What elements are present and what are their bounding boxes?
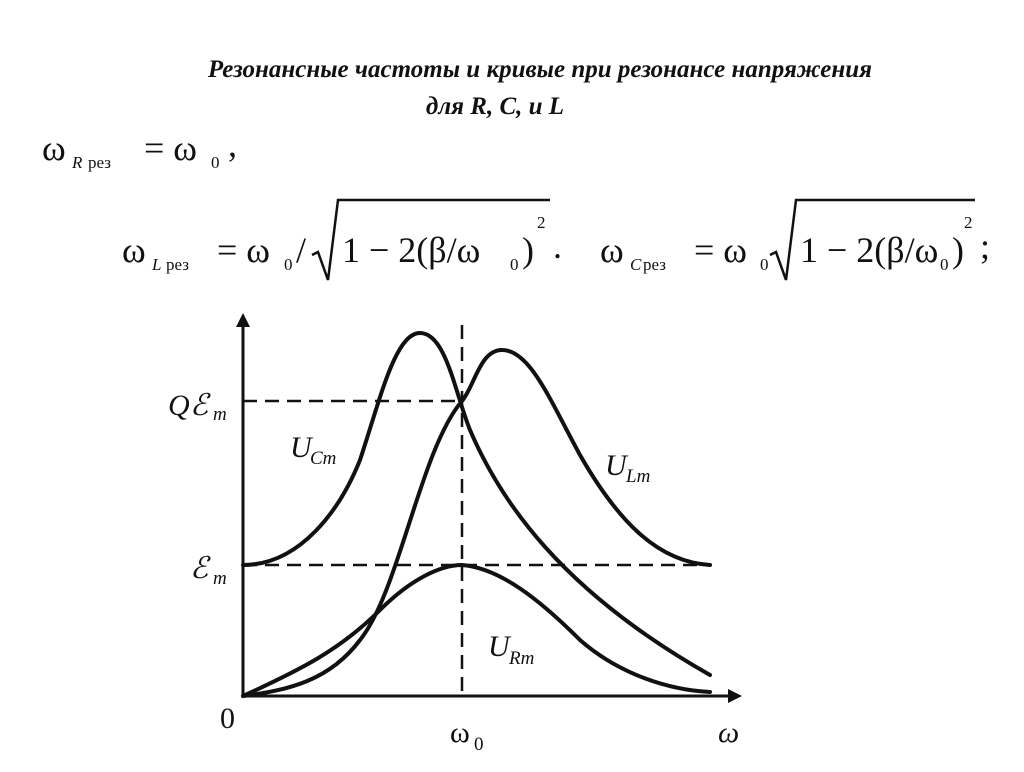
formula-c-sub: C — [630, 255, 642, 274]
omega-axis-label: ω — [718, 716, 740, 749]
formula-r-rhs: = ω — [144, 128, 197, 168]
ulm-label: U — [605, 449, 627, 482]
formula-r-sub: R — [72, 153, 83, 172]
formula-l-sup: 2 — [537, 213, 546, 232]
ulm-label-sub: Lm — [626, 466, 651, 487]
formula-c-resonance — [600, 200, 990, 280]
formula-c-omega: ω — [600, 230, 624, 270]
formula-c-tail: ; — [980, 226, 991, 266]
resonance-graph — [168, 320, 739, 755]
ucm-label: U — [290, 431, 312, 464]
formula-l-resonance — [122, 200, 562, 280]
formula-r-resonance — [42, 124, 237, 172]
formula-l-eq-sub: 0 — [284, 255, 293, 274]
q-em-label-q: Q — [168, 389, 190, 422]
formula-l-omega: ω — [122, 230, 146, 270]
formula-c-sub2: рез — [643, 255, 666, 274]
omega0-label-sub: 0 — [474, 734, 484, 755]
formula-r-omega: ω — [42, 128, 66, 168]
formula-l-close: ) — [522, 230, 534, 270]
omega0-label: ω — [450, 716, 470, 749]
em-label-sub: m — [213, 568, 227, 589]
formula-c-body-sub: 0 — [940, 255, 949, 274]
q-em-label-sub: m — [213, 404, 227, 425]
slide-title-line1: Резонансные частоты и кривые при резонансе напряжения — [207, 56, 873, 83]
formula-l-slash: / — [296, 230, 307, 270]
formula-c-eq: = ω — [694, 230, 747, 270]
formula-l-sub2: рез — [166, 255, 189, 274]
formula-r-sub2: рез — [88, 153, 111, 172]
formula-c-sup: 2 — [964, 213, 973, 232]
formula-l-body: 1 − 2(β/ω — [342, 230, 481, 270]
ucm-label-sub: Cm — [310, 448, 337, 469]
q-em-label-e: ℰ — [190, 389, 209, 422]
formula-r-rhs-sub: 0 — [211, 153, 220, 172]
urm-label: U — [488, 630, 510, 663]
origin-label: 0 — [220, 702, 235, 735]
formula-c-close: ) — [952, 230, 964, 270]
ucm-curve — [243, 333, 710, 675]
urm-label-sub: Rm — [509, 648, 535, 669]
formula-l-tail: . — [553, 226, 562, 266]
formula-r-tail: , — [228, 124, 237, 164]
formula-l-body-sub: 0 — [510, 255, 519, 274]
formula-l-sub: L — [152, 255, 162, 274]
formula-l-eq: = ω — [217, 230, 270, 270]
slide-title-line2: для R, C, и L — [425, 93, 565, 120]
formula-c-body: 1 − 2(β/ω — [800, 230, 939, 270]
em-label: ℰ — [190, 552, 209, 585]
formula-c-eq-sub: 0 — [760, 255, 769, 274]
